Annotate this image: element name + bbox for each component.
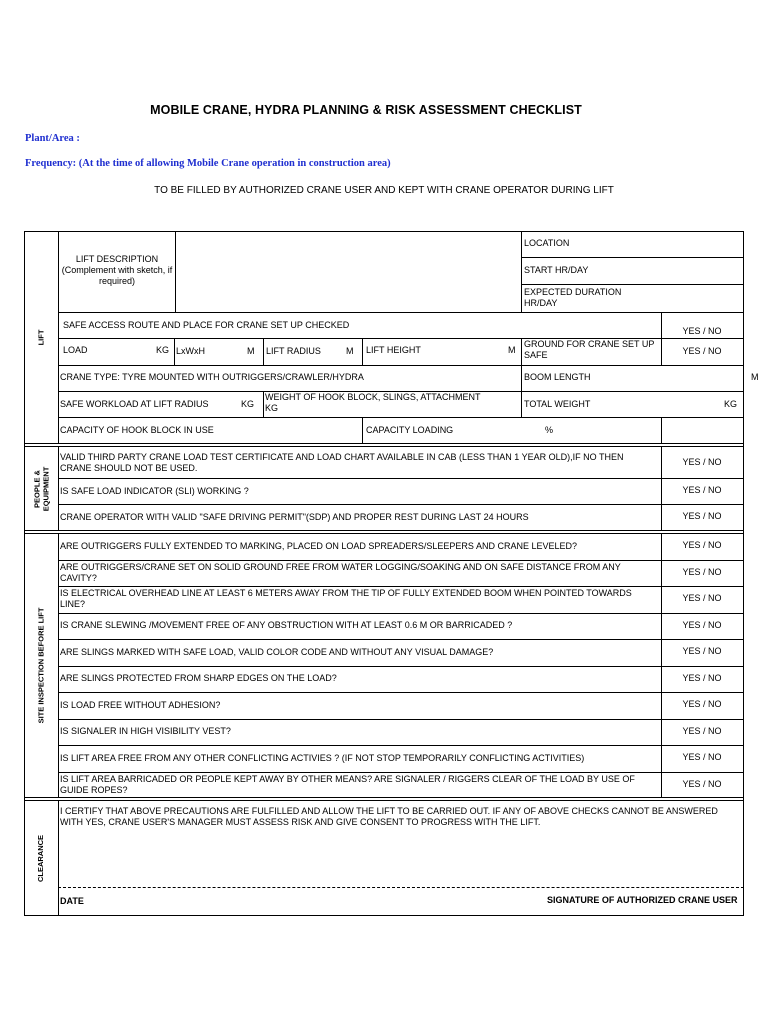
site-check-question: ARE OUTRIGGERS FULLY EXTENDED TO MARKING, PLACED ON LOAD SPREADERS/SLEEPERS AND CRANE LEVELED? <box>60 540 577 551</box>
site-check-yes-no[interactable]: YES / NO <box>682 752 722 763</box>
people-check-yes-no[interactable]: YES / NO <box>682 485 722 495</box>
capacity-loading-label: CAPACITY LOADING <box>366 425 454 435</box>
boom-length-label: BOOM LENGTH <box>524 372 591 382</box>
frequency-label: Frequency: (At the time of allowing Mobile Crane operation in construction area) <box>25 158 391 169</box>
safe-access-yes-no[interactable]: YES / NO <box>682 326 722 336</box>
people-check-question: VALID THIRD PARTY CRANE LOAD TEST CERTIFICATE AND LOAD CHART AVAILABLE IN CAB (LESS THAN 1 YEAR OLD),IF NO THEN CRANE SHOULD NOT BE USED. <box>60 451 624 473</box>
site-check-question: IS LIFT AREA BARRICADED OR PEOPLE KEPT AWAY BY OTHER MEANS? ARE SIGNALER / RIGGERS CLEAR OF THE LOAD BY USE OF GUIDE ROPES? <box>60 773 635 795</box>
site-check-yes-no[interactable]: YES / NO <box>682 646 722 657</box>
site-check-yes-no[interactable]: YES / NO <box>682 725 722 736</box>
ground-safe-label: GROUND FOR CRANE SET UP SAFE <box>524 339 655 360</box>
crane-type-label: CRANE TYPE: TYRE MOUNTED WITH OUTRIGGERS/CRAWLER/HYDRA <box>60 372 364 382</box>
people-check-question: CRANE OPERATOR WITH VALID "SAFE DRIVING PERMIT"(SDP) AND PROPER REST DURING LAST 24 HOURS <box>60 511 529 522</box>
plant-area-label: Plant/Area : <box>25 133 80 144</box>
lift-height-unit: M <box>508 345 516 355</box>
location-label: LOCATION <box>524 238 570 248</box>
site-check-question: IS CRANE SLEWING /MOVEMENT FREE OF ANY OBSTRUCTION WITH AT LEAST 0.6 M OR BARRICADED ? <box>60 620 513 631</box>
certification-text: I CERTIFY THAT ABOVE PRECAUTIONS ARE FULFILLED AND ALLOW THE LIFT TO BE CARRIED OUT. IF ANY OF ABOVE CHECKS CANNOT BE ANSWERED WITH YES, CRANE USER'S MANAGER MUST ASSESS RISK AND GIVE CONSENT TO PROGRESS WITH THE LIFT. <box>60 806 718 827</box>
site-check-yes-no[interactable]: YES / NO <box>682 540 722 551</box>
site-check-yes-no[interactable]: YES / NO <box>682 619 722 630</box>
site-check-question: IS SIGNALER IN HIGH VISIBILITY VEST? <box>60 726 231 737</box>
total-weight-unit: KG <box>724 399 738 409</box>
site-check-question: IS ELECTRICAL OVERHEAD LINE AT LEAST 6 METERS AWAY FROM THE TIP OF FULLY EXTENDED BOOM WHEN POINTED TOWARDS LINE? <box>60 588 632 610</box>
site-check-question: IS LIFT AREA FREE FROM ANY OTHER CONFLICTING ACTIVIES ? (IF NOT STOP TEMPORARILY CONFLICTING ACTIVITIES) <box>60 752 585 763</box>
boom-length-unit: M <box>751 372 759 382</box>
ground-safe-yes-no[interactable]: YES / NO <box>682 346 722 356</box>
load-label: LOAD <box>63 345 88 355</box>
people-check-question: IS SAFE LOAD INDICATOR (SLI) WORKING ? <box>60 485 249 496</box>
lift-section-label: LIFT <box>36 329 46 346</box>
lift-radius-unit: M <box>346 346 354 356</box>
site-section-label: SITE INSPECTION BEFORE LIFT <box>36 607 46 724</box>
site-check-yes-no[interactable]: YES / NO <box>682 778 722 789</box>
site-check-yes-no[interactable]: YES / NO <box>682 699 722 710</box>
lift-height-label: LIFT HEIGHT <box>366 345 421 355</box>
total-weight-label: TOTAL WEIGHT <box>524 399 591 409</box>
site-check-yes-no[interactable]: YES / NO <box>682 672 722 683</box>
people-section-label: PEOPLE & EQUIPMENT <box>32 466 50 511</box>
site-check-question: IS LOAD FREE WITHOUT ADHESION? <box>60 699 221 710</box>
site-check-yes-no[interactable]: YES / NO <box>682 593 722 604</box>
date-label[interactable]: DATE <box>60 896 84 906</box>
site-check-question: ARE SLINGS PROTECTED FROM SHARP EDGES ON THE LOAD? <box>60 673 337 684</box>
clearance-section-label: CLEARANCE <box>36 834 46 882</box>
safe-workload-unit: KG <box>241 399 255 409</box>
instruction-text: TO BE FILLED BY AUTHORIZED CRANE USER AND KEPT WITH CRANE OPERATOR DURING LIFT <box>154 185 614 196</box>
hook-weight-label: WEIGHT OF HOOK BLOCK, SLINGS, ATTACHMENT KG <box>265 392 481 413</box>
safe-workload-label: SAFE WORKLOAD AT LIFT RADIUS <box>60 399 209 409</box>
site-check-question: ARE SLINGS MARKED WITH SAFE LOAD, VALID COLOR CODE AND WITHOUT ANY VISUAL DAMAGE? <box>60 646 494 657</box>
page-title: MOBILE CRANE, HYDRA PLANNING & RISK ASSESSMENT CHECKLIST <box>150 103 582 117</box>
capacity-percent: % <box>545 425 554 435</box>
expected-duration-label: EXPECTED DURATION HR/DAY <box>524 287 622 308</box>
lift-description-label: LIFT DESCRIPTION (Complement with sketch, if required) <box>61 254 173 286</box>
lxwxh-label: LxWxH <box>176 346 205 356</box>
load-unit: KG <box>156 345 170 355</box>
people-check-yes-no[interactable]: YES / NO <box>682 456 722 467</box>
safe-access-label: SAFE ACCESS ROUTE AND PLACE FOR CRANE SET UP CHECKED <box>63 320 350 330</box>
signature-label[interactable]: SIGNATURE OF AUTHORIZED CRANE USER <box>547 895 738 905</box>
lxwxh-unit: M <box>247 346 255 356</box>
lift-radius-label: LIFT RADIUS <box>266 346 321 356</box>
start-label: START HR/DAY <box>524 265 589 275</box>
site-check-question: ARE OUTRIGGERS/CRANE SET ON SOLID GROUND FREE FROM WATER LOGGING/SOAKING AND ON SAFE DISTANCE FROM ANY CAVITY? <box>60 561 621 583</box>
hook-capacity-label: CAPACITY OF HOOK BLOCK IN USE <box>60 425 214 435</box>
site-check-yes-no[interactable]: YES / NO <box>682 566 722 577</box>
people-check-yes-no[interactable]: YES / NO <box>682 511 722 521</box>
